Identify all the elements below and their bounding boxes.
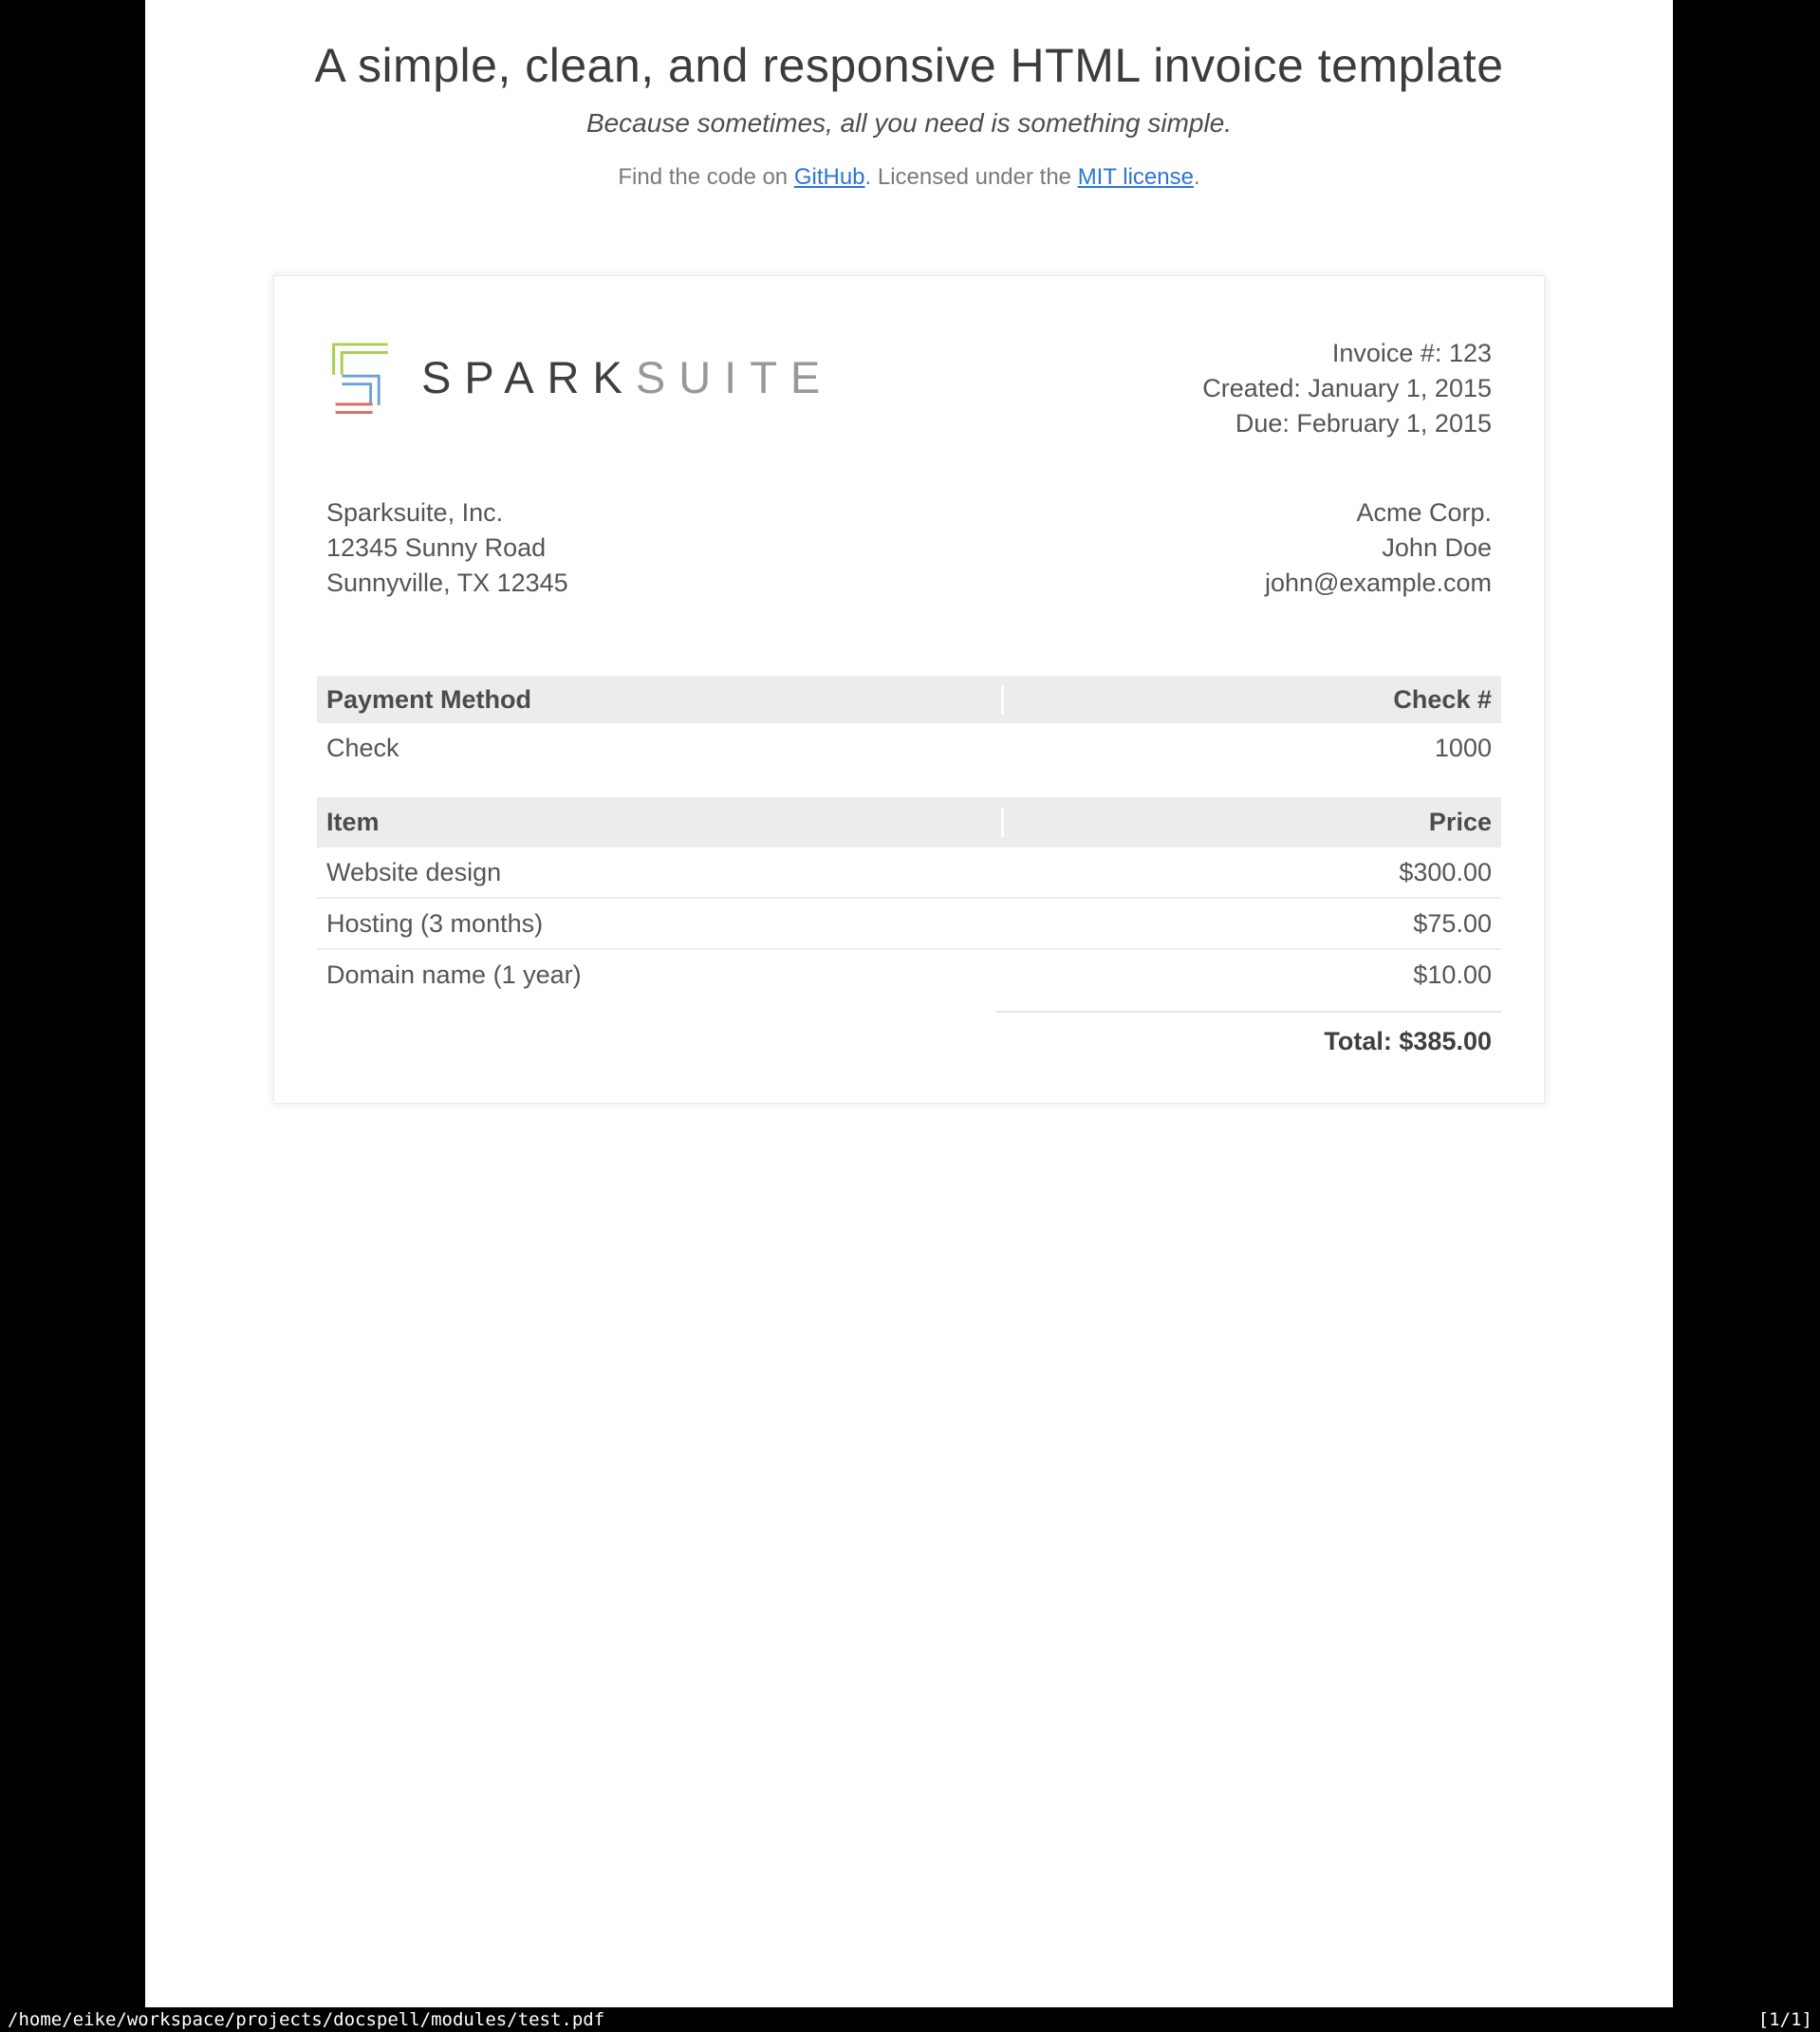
sender-street: 12345 Sunny Road (326, 533, 547, 562)
logo-wordmark-suite: SUITE (635, 352, 834, 402)
page-subtitle: Because sometimes, all you need is something simple. (585, 108, 1233, 138)
item-row-website-design (317, 848, 1501, 899)
address-row (317, 495, 1501, 601)
total-row (317, 1011, 1501, 1056)
invoice-created-date: Created: January 1, 2015 (1202, 374, 1492, 402)
item-header: Item (317, 808, 1004, 837)
sender-city: Sunnyville, TX 12345 (326, 569, 568, 597)
mit-license-link[interactable]: MIT license (1077, 164, 1194, 190)
recipient-name: John Doe (1382, 533, 1492, 562)
page-title: A simple, clean, and responsive HTML invoice template (314, 39, 1504, 92)
item-name: Website design (317, 858, 1004, 887)
pdf-page (145, 0, 1673, 2007)
links-line-prefix: Find the code on (618, 164, 794, 190)
items-table (317, 797, 1501, 1056)
statusbar-file-path: /home/eike/workspace/projects/docspell/modules/test.pdf (8, 2009, 605, 2030)
check-number-value: 1000 (1434, 733, 1492, 762)
item-row-hosting (317, 899, 1501, 950)
recipient-address (1265, 495, 1501, 601)
links-line-suffix: . (1193, 164, 1200, 190)
payment-table (317, 676, 1501, 773)
payment-method-value: Check (317, 734, 1004, 763)
item-name: Domain name (1 year) (317, 960, 1004, 990)
invoice-total: Total: $385.00 (996, 1011, 1501, 1056)
payment-table-row (317, 723, 1501, 773)
viewer-statusbar (0, 2007, 1820, 2032)
invoice-number: Invoice #: 123 (1331, 339, 1492, 367)
item-row-domain (317, 950, 1501, 999)
sparksuite-logo (326, 340, 833, 420)
logo-wordmark-spark: SPARK (421, 352, 636, 402)
invoice-header-row (317, 319, 1501, 441)
sender-name: Sparksuite, Inc. (326, 498, 504, 527)
check-number-header: Check # (1393, 684, 1492, 714)
payment-table-header (317, 676, 1501, 723)
links-line-middle: . Licensed under the (864, 164, 1078, 190)
links-line (145, 164, 1673, 191)
invoice-due-date: Due: February 1, 2015 (1235, 409, 1492, 438)
price-header: Price (1428, 808, 1492, 836)
sparksuite-logo-icon (326, 340, 395, 420)
recipient-email: john@example.com (1264, 569, 1492, 597)
item-price: $75.00 (1413, 908, 1492, 938)
github-link[interactable]: GitHub (793, 164, 865, 190)
item-name: Hosting (3 months) (317, 909, 1004, 939)
item-price: $10.00 (1413, 960, 1492, 989)
invoice-box (273, 275, 1545, 1104)
logo-wordmark (421, 351, 833, 403)
statusbar-page-indicator: [1/1] (1757, 2009, 1812, 2030)
sender-address (317, 495, 568, 601)
payment-method-header: Payment Method (317, 685, 1004, 715)
item-price: $300.00 (1399, 857, 1492, 886)
recipient-company: Acme Corp. (1356, 498, 1492, 527)
invoice-meta (1202, 336, 1492, 441)
items-table-header (317, 797, 1501, 848)
